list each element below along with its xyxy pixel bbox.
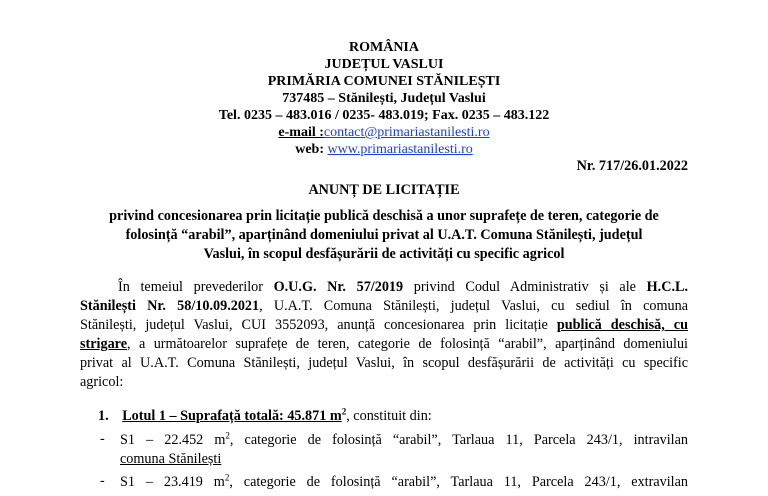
email-label: e-mail :: [278, 125, 324, 140]
superscript: 2: [224, 472, 230, 483]
list-dash: -: [100, 473, 105, 489]
header-institution: PRIMĂRIA COMUNEI STĂNILEȘTI: [267, 74, 501, 89]
body-bold: O.U.G. Nr. 57/2019: [273, 279, 404, 295]
item-text: S1 – 23.419 m: [120, 474, 225, 490]
body-text: , U.A.T. Comuna Stănilești, județul Vaslui, cu sediul în comuna: [259, 298, 688, 314]
header-web-line: [0, 141, 768, 158]
body-line-4: [80, 335, 688, 353]
header-county: JUDEȚUL VASLUI: [324, 57, 444, 72]
subtitle-line-1: privind concesionarea prin licitație publică deschisă a unor suprafețe de teren, categorie de: [109, 208, 659, 224]
body-bold: publică deschisă, cu: [556, 317, 688, 333]
superscript: 2: [341, 406, 347, 417]
body-text: privind Codul Administrativ și ale: [403, 279, 647, 295]
lot-heading: [98, 407, 432, 425]
header-phones: Tel. 0235 – 483.016 / 0235- 483.019; Fax. 0235 – 483.122: [218, 108, 550, 123]
subtitle-line-2: folosință “arabil”, aparținând domeniului privat al U.A.T. Comuna Stănilești, județul: [125, 227, 643, 243]
body-line-3: [80, 316, 688, 334]
item-text: , categorie de folosință “arabil”, Tarlaua 11, Parcela 243/1, extravilan: [229, 474, 688, 490]
list-dash: -: [100, 431, 105, 447]
list-item: [120, 473, 688, 491]
body-text: Stănilești, județul Vaslui, CUI 3552093, anunță concesionarea prin licitație: [80, 317, 557, 333]
body-text: În temeiul prevederilor: [118, 279, 274, 295]
body-line-1: [118, 278, 688, 296]
body-line-2: [80, 297, 688, 315]
web-link[interactable]: www.primariastanilesti.ro: [327, 142, 473, 157]
document-number: Nr. 717/26.01.2022: [576, 158, 688, 174]
lot-number: 1.: [98, 408, 109, 424]
header-address: 737485 – Stănilești, Județul Vaslui: [282, 91, 486, 106]
email-link[interactable]: contact@primariastanilesti.ro: [323, 125, 490, 140]
list-item: [120, 431, 688, 449]
body-line-6: agricol:: [80, 374, 124, 390]
subtitle-line-3: Vaslui, în scopul desfășurării de activități cu specific agricol: [203, 246, 565, 262]
item-text: , categorie de folosință “arabil”, Tarlaua 11, Parcela 243/1, intravilan: [229, 432, 688, 448]
body-bold: strigare: [80, 336, 128, 352]
body-text: , a următoarelor suprafețe de teren, categorie de folosință “arabil”, aparținând domeniului: [127, 336, 688, 352]
web-label: web:: [295, 142, 328, 157]
lot-tail: , constituit din:: [346, 408, 432, 424]
lot-title: Lotul 1 – Suprafață totală: 45.871 m: [122, 408, 342, 424]
header-country: ROMÂNIA: [349, 40, 419, 55]
superscript: 2: [225, 430, 230, 441]
body-bold: H.C.L.: [646, 279, 688, 295]
list-item-continuation: comuna Stănilești: [120, 451, 222, 467]
item-text: S1 – 22.452 m: [120, 432, 226, 448]
body-line-5: privat al U.A.T. Comuna Stănilești, județul Vaslui, în scopul desfășurării de activități cu specific: [80, 355, 688, 371]
body-bold: Stănilești Nr. 58/10.09.2021: [80, 298, 260, 314]
document-title: ANUNȚ DE LICITAȚIE: [308, 182, 460, 198]
header-email-line: [0, 124, 768, 141]
